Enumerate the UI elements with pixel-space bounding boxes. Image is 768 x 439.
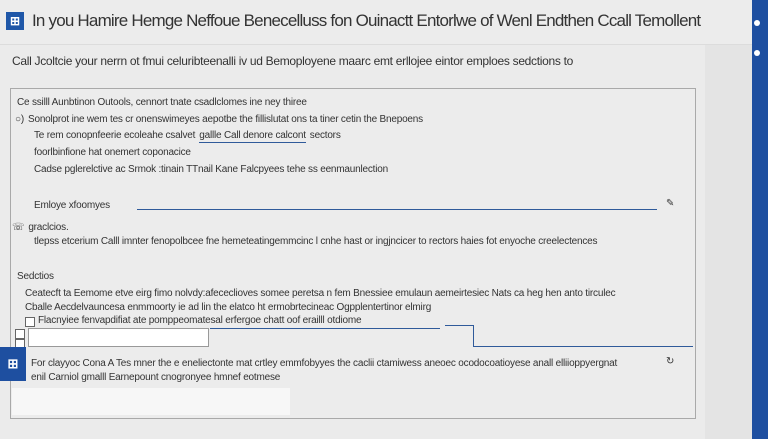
- message-area[interactable]: [12, 388, 290, 415]
- window-title: In you Hamire Hemge Neffoue Benecelluss fon Ouinactt Entorlwe of Wenl Endthen Ccall Temollent: [32, 11, 701, 30]
- phone-icon: ☏: [12, 222, 25, 233]
- sections-label: Sedctios: [17, 271, 54, 282]
- divider: [473, 325, 474, 347]
- divider: [473, 346, 693, 347]
- intro-line: sectors: [309, 130, 341, 141]
- link[interactable]: gallle Call denore calcont: [199, 130, 306, 141]
- footer-line: enil Carniol gmalll Earnepount cnogronyee hmnef eotmese: [31, 372, 281, 383]
- checkbox[interactable]: [15, 329, 25, 339]
- page-subtitle: Call Jcoltcie your nerrn ot fmui celuribteenalli iv ud Bemoployene maarc emt erllojee eintor emploes sedctions to: [12, 54, 574, 68]
- attach-icon[interactable]: ↻: [666, 356, 675, 367]
- radio-icon[interactable]: ○): [15, 114, 24, 125]
- intro-line: foorlbinfione hat onemert coponacice: [34, 147, 191, 158]
- checkbox-label: Flacnyiee fenvapdifiat ate pomppeomatesal erfergoe chatt oof erailll otdiome: [38, 315, 362, 326]
- employee-input[interactable]: [137, 209, 657, 210]
- dot-icon[interactable]: [754, 50, 760, 56]
- right-panel: [705, 45, 752, 439]
- dot-icon[interactable]: [754, 20, 760, 26]
- divider: [210, 328, 440, 329]
- graclcios-label: graclcios.: [28, 222, 69, 233]
- edit-icon[interactable]: ✎: [666, 198, 675, 209]
- outlook-icon[interactable]: ⊞: [0, 347, 26, 381]
- footer-line: For clayyoc Cona A Tes mner the e eneliectonte mat crtley emmfobyyes the caclii ctamiwess aneoec ocodocoatioyese anall elliioppyergnat: [31, 358, 618, 369]
- graclcios-row: [12, 222, 69, 234]
- sections-line: Cballe Aecdelvauncesa enmmoorty ie ad lin the elatco ht ermobrtecineac Ogpplentertinor elmirg: [25, 302, 432, 313]
- employee-label: Emloye xfoomyes: [34, 200, 110, 211]
- radio-row: [15, 114, 423, 126]
- intro-line: Sonolprot ine wem tes cr onenswimeyes aepotbe the fillislutat ons ta tiner cetin the Bnepoens: [27, 114, 423, 125]
- divider: [445, 325, 473, 326]
- intro-row: [34, 130, 341, 143]
- intro-line: Cadse pglerelctive ac Srmok :tinain TTnail Kane Falcpyees tehe ss eenmaunlection: [34, 164, 389, 175]
- intro-line: Te rem conopnfeerie ecoleahe csalvet: [34, 130, 196, 141]
- intro-line: Ce ssilll Aunbtinon Outools, cennort tnate csadlclomes ine ney thiree: [17, 97, 307, 108]
- side-bar: [752, 0, 768, 439]
- sections-line: Ceatecft ta Eemome etve eirg fimo nolvdy:afececlioves somee peretsa n fem Bnessiee emulaun aemeirtesiec Nats ca heg hen anto tirculec: [25, 288, 616, 299]
- checkbox[interactable]: [25, 317, 35, 327]
- graclcios-text: tlepss etcerium Calll imnter fenopolbcee fne hemeteatingemmcinc l cnhe hast or ingjncicer to rectors haies fot enyoche creelectences: [34, 236, 598, 247]
- text-input[interactable]: [28, 328, 209, 347]
- outlook-icon: ⊞: [6, 12, 24, 30]
